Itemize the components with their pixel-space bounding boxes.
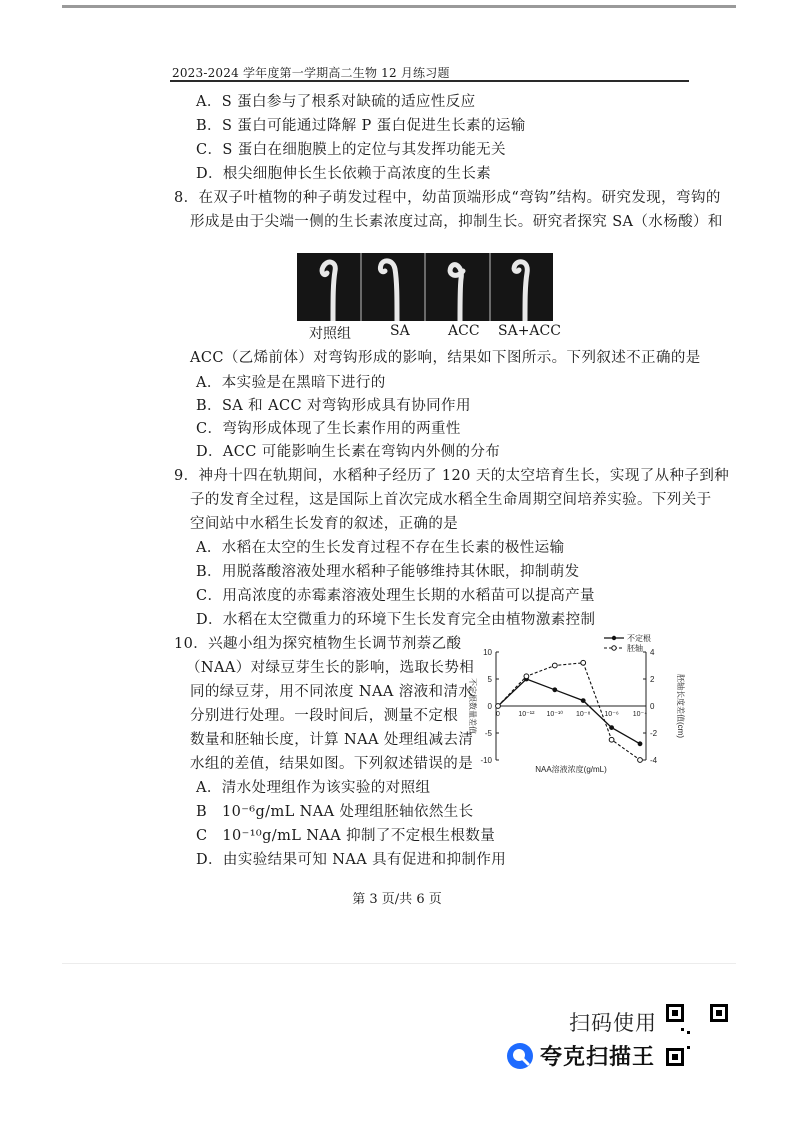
q9-option-a: A．水稻在太空的生长发育过程不存在生长素的极性运输 <box>196 540 565 556</box>
chart-x-tick-label: 0 <box>496 711 500 718</box>
q9-stem-line2: 子的发育全过程，这是国际上首次完成水稻全生命周期空间培养实验。下列关于 <box>190 492 712 508</box>
chart-right-axis-label: 胚轴长度差值(cm) <box>676 674 685 738</box>
q10-option-b: B 10⁻⁶g/mL NAA 处理组胚轴依然生长 <box>196 804 474 820</box>
chart-point-hypocotyl <box>496 704 501 709</box>
chart-point-hypocotyl <box>581 660 586 665</box>
q8-stem-line1: 8．在双子叶植物的种子萌发过程中，幼苗顶端形成“弯钩”结构。研究发现，弯钩的 <box>174 190 721 206</box>
q8-option-c: C．弯钩形成体现了生长素作用的两重性 <box>196 421 461 437</box>
photo-label-acc: ACC <box>448 323 480 339</box>
photo-label-sa: SA <box>390 323 410 339</box>
chart-x-tick-label: 10⁻⁴ <box>632 711 648 718</box>
chart-left-tick-label: 0 <box>487 702 492 711</box>
q8-stem-line3: ACC（乙烯前体）对弯钩形成的影响，结果如下图所示。下列叙述不正确的是 <box>190 350 701 366</box>
naa-chart <box>456 632 688 782</box>
chart-x-axis-label: NAA溶液浓度(g/mL) <box>535 765 607 774</box>
chart-right-tick-label: 4 <box>650 648 655 657</box>
q8-option-b: B．SA 和 ACC 对弯钩形成具有协同作用 <box>196 398 471 414</box>
q7-option-a: A．S 蛋白参与了根系对缺硫的适应性反应 <box>196 94 476 110</box>
q10-option-a: A．清水处理组作为该实验的对照组 <box>196 780 431 796</box>
chart-right-tick-label: 0 <box>650 702 655 711</box>
q8-stem-line2: 形成是由于尖端一侧的生长素浓度过高，抑制生长。研究者探究 SA（水杨酸）和 <box>190 214 723 230</box>
q9-option-b: B．用脱落酸溶液处理水稻种子能够维持其休眠，抑制萌发 <box>196 564 580 580</box>
brand-name: 夸克扫描王 <box>540 1045 656 1070</box>
q10-option-c: C 10⁻¹⁰g/mL NAA 抑制了不定根生根数量 <box>196 828 496 844</box>
chart-point-hypocotyl <box>638 758 643 763</box>
chart-right-tick-label: 2 <box>650 675 655 684</box>
chart-point-adventitious-root <box>581 698 586 703</box>
q9-stem-line3: 空间站中水稻生长发育的叙述，正确的是 <box>190 516 459 532</box>
q8-option-a: A．本实验是在黑暗下进行的 <box>196 375 386 391</box>
q8-option-d: D．ACC 可能影响生长素在弯钩内外侧的分布 <box>196 444 501 460</box>
chart-legend-marker-adventitious-root <box>612 636 616 640</box>
qr-code-icon <box>666 1004 728 1066</box>
q10-stem-line3: 同的绿豆芽，用不同浓度 NAA 溶液和清水 <box>190 684 474 700</box>
photo-label-control: 对照组 <box>309 326 351 342</box>
page-footer: 第 3 页/共 6 页 <box>352 892 442 907</box>
page-header: 2023-2024 学年度第一学期高二生物 12 月练习题 <box>172 66 450 80</box>
chart-legend-label-hypocotyl: 胚轴 <box>627 644 643 653</box>
q7-option-d: D．根尖细胞伸长生长依赖于高浓度的生长素 <box>196 166 492 182</box>
q9-option-c: C．用高浓度的赤霉素溶液处理生长期的水稻苗可以提高产量 <box>196 588 595 604</box>
q10-stem-line4: 分别进行处理。一段时间后，测量不定根 <box>190 708 459 724</box>
chart-right-tick-label: -2 <box>650 729 658 738</box>
chart-x-tick-label: 10⁻¹² <box>518 711 535 718</box>
q9-stem-line1: 9．神舟十四在轨期间，水稻种子经历了 120 天的太空培育生长，实现了从种子到种 <box>174 468 730 484</box>
chart-point-hypocotyl <box>524 674 529 679</box>
bottom-separator <box>62 963 736 964</box>
header-rule <box>170 80 689 82</box>
chart-point-hypocotyl <box>552 663 557 668</box>
chart-left-tick-label: -10 <box>480 756 492 765</box>
q9-option-d: D．水稻在太空微重力的环境下生长发育完全由植物激素控制 <box>196 612 596 628</box>
chart-x-tick-label: 10⁻⁶ <box>604 711 619 718</box>
chart-left-axis-label: 不定根数量差值 <box>468 678 477 734</box>
seedling-hook-photo <box>297 253 553 321</box>
chart-point-adventitious-root <box>638 741 643 746</box>
photo-label-sa-acc: SA+ACC <box>498 323 561 339</box>
chart-left-tick-label: 5 <box>487 675 492 684</box>
chart-legend-label-adventitious-root: 不定根 <box>627 634 651 643</box>
top-border <box>62 5 736 8</box>
chart-left-tick-label: -5 <box>484 729 492 738</box>
q10-stem-line6: 水组的差值，结果如图。下列叙述错误的是 <box>190 756 474 772</box>
chart-legend-marker-hypocotyl <box>612 646 616 650</box>
chart-right-tick-label: -4 <box>650 756 658 765</box>
scan-label: 扫码使用 <box>569 1011 657 1035</box>
chart-x-tick-label: 10⁻⁸ <box>575 711 591 718</box>
q10-stem-line5: 数量和胚轴长度，计算 NAA 处理组减去清 <box>190 732 474 748</box>
scanner-brand <box>506 1040 655 1071</box>
quark-logo-icon <box>506 1042 534 1070</box>
q7-option-b: B．S 蛋白可能通过降解 P 蛋白促进生长素的运输 <box>196 118 526 134</box>
q10-stem-line1: 10．兴趣小组为探究植物生长调节剂萘乙酸 <box>174 636 462 652</box>
chart-point-hypocotyl <box>609 737 614 742</box>
chart-point-adventitious-root <box>552 687 557 692</box>
chart-point-adventitious-root <box>609 725 614 730</box>
chart-left-tick-label: 10 <box>483 648 492 657</box>
chart-x-tick-label: 10⁻¹⁰ <box>546 711 564 718</box>
q10-option-d: D．由实验结果可知 NAA 具有促进和抑制作用 <box>196 852 507 868</box>
q10-stem-line2: （NAA）对绿豆芽生长的影响，选取长势相 <box>186 660 475 676</box>
q7-option-c: C．S 蛋白在细胞膜上的定位与其发挥功能无关 <box>196 142 506 158</box>
